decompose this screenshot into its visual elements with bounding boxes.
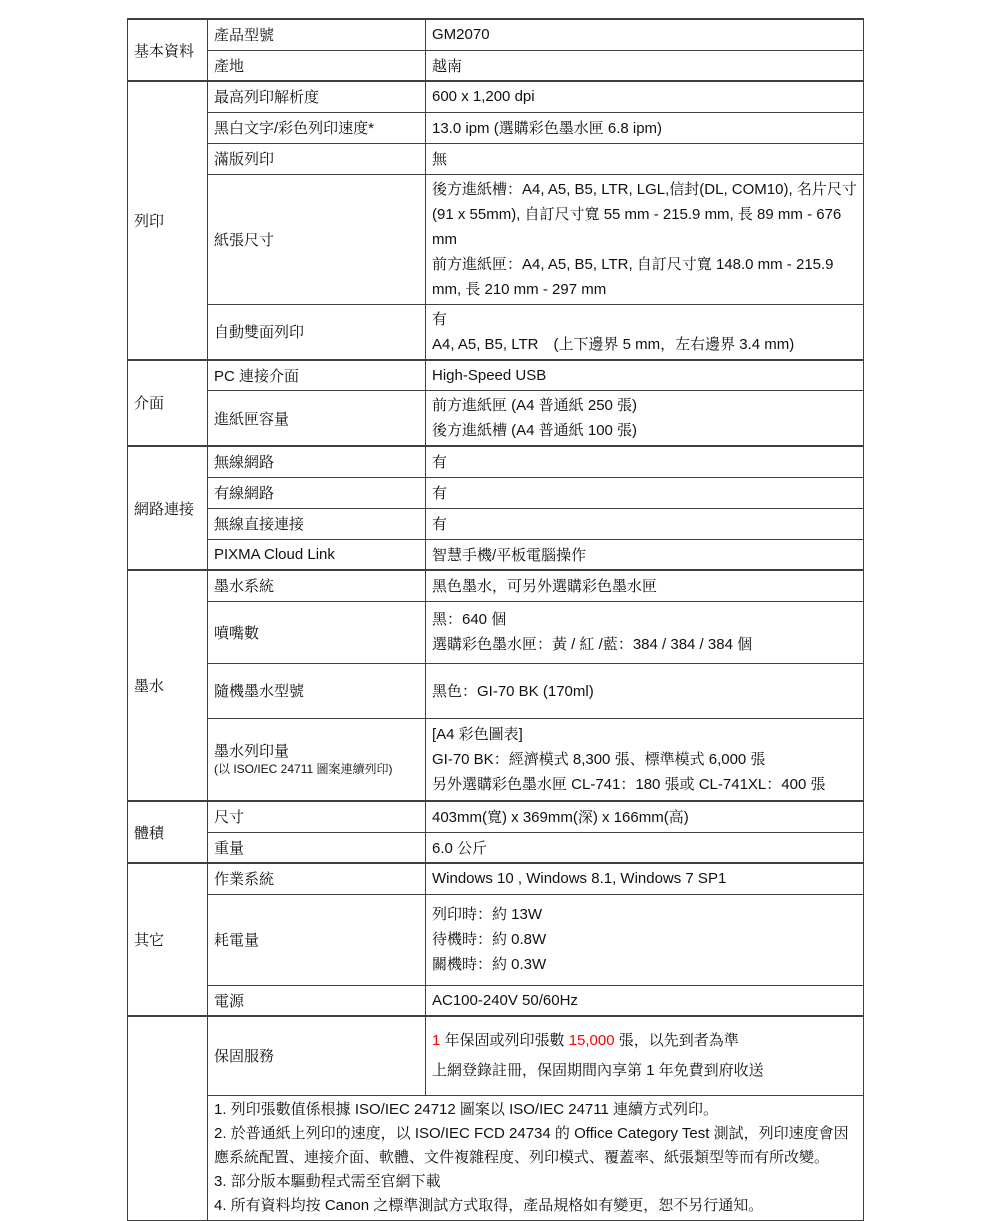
spec-value: 智慧手機/平板電腦操作 (426, 539, 864, 570)
spec-value: 13.0 ipm (選購彩色墨水匣 6.8 ipm) (426, 112, 864, 143)
spec-attr: 無線網路 (208, 446, 426, 477)
table-row (128, 81, 864, 112)
table-row (128, 570, 864, 601)
attr-label: 墨水列印量 (214, 742, 290, 760)
warranty-value (426, 1016, 864, 1095)
value-line: A4, A5, B5, LTR (上下邊界 5 mm，左右邊界 3.4 mm) (432, 335, 795, 353)
spec-value: Windows 10 , Windows 8.1, Windows 7 SP1 (426, 863, 864, 894)
spec-value: 600 x 1,200 dpi (426, 81, 864, 112)
spec-attr: 黑白文字/彩色列印速度* (208, 112, 426, 143)
table-row (128, 601, 864, 663)
value-line: 選購彩色墨水匣：黃 / 紅 /藍：384 / 384 / 384 個 (432, 636, 753, 653)
spec-value: GM2070 (426, 19, 864, 50)
spec-attr: 隨機墨水型號 (208, 663, 426, 718)
value-line: 後方進紙槽：A4, A5, B5, LTR, LGL,信封(DL, COM10), 名片尺寸(91 x 55mm), 自訂尺寸寬 55 mm - 215.9 mm, 長 89 mm - 676 mm (432, 180, 857, 248)
table-row (128, 360, 864, 391)
value-line: 關機時：約 0.3W (432, 956, 547, 973)
spec-attr: 耗電量 (208, 894, 426, 985)
value-line: 待機時：約 0.8W (432, 931, 547, 948)
section-label-interface: 介面 (128, 360, 208, 447)
table-row (128, 508, 864, 539)
section-label-size: 體積 (128, 801, 208, 863)
spec-attr: 保固服務 (208, 1016, 426, 1095)
section-label-empty (128, 1016, 208, 1220)
value-line: 另外選購彩色墨水匣 CL-741：180 張或 CL-741XL：400 張 (432, 775, 826, 793)
warranty-line-1 (432, 1026, 857, 1056)
value-line: 黑：640 個 (432, 611, 507, 628)
spec-attr: 自動雙面列印 (208, 304, 426, 360)
spec-table (127, 18, 864, 1221)
spec-attr: 噴嘴數 (208, 601, 426, 663)
table-row (128, 1016, 864, 1095)
value-line: 有 (432, 310, 448, 328)
spec-value: 403mm(寬) x 369mm(深) x 166mm(高) (426, 801, 864, 832)
value-line: 前方進紙匣 (A4 普通紙 250 張) (432, 397, 638, 414)
value-line: 前方進紙匣：A4, A5, B5, LTR, 自訂尺寸寬 148.0 mm - 215.9 mm, 長 210 mm - 297 mm (432, 255, 834, 298)
footnotes-cell (208, 1095, 864, 1220)
spec-value (426, 601, 864, 663)
spec-value: 黑色墨水，可另外選購彩色墨水匣 (426, 570, 864, 601)
spec-attr: 產地 (208, 50, 426, 81)
spec-value: AC100-240V 50/60Hz (426, 985, 864, 1016)
table-row (128, 304, 864, 360)
footnote-3: 3. 部分版本驅動程式需至官網下載 (214, 1172, 441, 1190)
table-row (128, 477, 864, 508)
spec-attr: 產品型號 (208, 19, 426, 50)
spec-value: 有 (426, 446, 864, 477)
table-row (128, 663, 864, 718)
warranty-years-highlight: 1 (432, 1031, 441, 1049)
warranty-text: 年保固或列印張數 (440, 1031, 569, 1049)
table-row (128, 539, 864, 570)
warranty-pages-highlight: 15,000 (568, 1031, 615, 1049)
spec-value (426, 894, 864, 985)
spec-attr: PIXMA Cloud Link (208, 539, 426, 570)
spec-attr: 最高列印解析度 (208, 81, 426, 112)
spec-value: High-Speed USB (426, 360, 864, 391)
value-line: [A4 彩色圖表] (432, 725, 523, 743)
table-row (128, 174, 864, 304)
table-row (128, 391, 864, 447)
spec-value (426, 174, 864, 304)
spec-value (426, 391, 864, 447)
value-line: GI-70 BK：經濟模式 8,300 張、標準模式 6,000 張 (432, 750, 766, 768)
value-line: 列印時：約 13W (432, 906, 543, 923)
table-row (128, 863, 864, 894)
table-row (128, 985, 864, 1016)
footnote-1: 1. 列印張數值係根據 ISO/IEC 24712 圖案以 ISO/IEC 24711 連續方式列印。 (214, 1100, 719, 1118)
spec-attr: 作業系統 (208, 863, 426, 894)
spec-value: 有 (426, 477, 864, 508)
spec-attr: 重量 (208, 832, 426, 863)
table-row (128, 50, 864, 81)
spec-value: 無 (426, 143, 864, 174)
spec-attr: 進紙匣容量 (208, 391, 426, 447)
table-row (128, 894, 864, 985)
section-label-network: 網路連接 (128, 446, 208, 570)
spec-attr: PC 連接介面 (208, 360, 426, 391)
spec-value: 有 (426, 508, 864, 539)
spec-value: 6.0 公斤 (426, 832, 864, 863)
attr-note: (以 ISO/IEC 24711 圖案連續列印) (214, 761, 393, 776)
spec-attr: 無線直接連接 (208, 508, 426, 539)
warranty-text: 張，以先到者為準 (614, 1031, 739, 1049)
spec-value (426, 718, 864, 801)
spec-value (426, 304, 864, 360)
table-row (128, 832, 864, 863)
section-label-ink: 墨水 (128, 570, 208, 801)
table-row (128, 143, 864, 174)
value-line: 後方進紙槽 (A4 普通紙 100 張) (432, 422, 638, 439)
spec-value: 黑色：GI-70 BK (170ml) (426, 663, 864, 718)
section-label-other: 其它 (128, 863, 208, 1016)
section-label-basic: 基本資料 (128, 19, 208, 81)
warranty-line-2: 上網登錄註冊，保固期間內享第 1 年免費到府收送 (432, 1061, 764, 1079)
spec-attr: 尺寸 (208, 801, 426, 832)
spec-attr: 電源 (208, 985, 426, 1016)
spec-attr: 滿版列印 (208, 143, 426, 174)
table-row (128, 19, 864, 50)
spec-attr (208, 718, 426, 801)
spec-attr: 紙張尺寸 (208, 174, 426, 304)
table-row (128, 718, 864, 801)
table-row (128, 446, 864, 477)
section-label-print: 列印 (128, 81, 208, 360)
spec-attr: 墨水系統 (208, 570, 426, 601)
table-row (128, 1095, 864, 1220)
spec-value: 越南 (426, 50, 864, 81)
table-row (128, 801, 864, 832)
spec-sheet (127, 18, 864, 1221)
footnote-2: 2. 於普通紙上列印的速度，以 ISO/IEC FCD 24734 的 Office Category Test 測試，列印速度會因應系統配置、連接介面、軟體、文件複雜程度、列印模式、覆蓋率、紙張類型等而有所改變。 (214, 1124, 849, 1166)
footnote-4: 4. 所有資料均按 Canon 之標準測試方式取得，產品規格如有變更，恕不另行通知。 (214, 1196, 764, 1214)
spec-attr: 有線網路 (208, 477, 426, 508)
table-row (128, 112, 864, 143)
